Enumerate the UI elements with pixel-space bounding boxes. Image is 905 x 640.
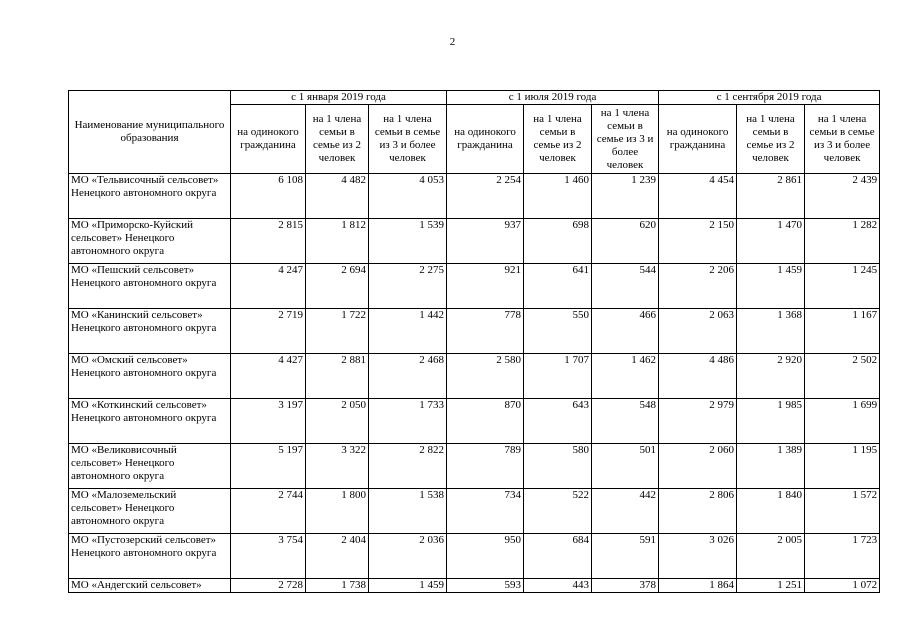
subcolumn-header: на 1 члена семьи в семье из 2 человек: [737, 105, 805, 174]
value-cell: 1 251: [737, 579, 805, 593]
value-cell: 4 053: [369, 174, 447, 219]
value-cell: 1 460: [524, 174, 592, 219]
value-cell: 2 060: [659, 444, 737, 489]
value-cell: 580: [524, 444, 592, 489]
value-cell: 1 167: [805, 309, 880, 354]
value-cell: 4 482: [306, 174, 369, 219]
municipality-name: МО «Коткинский сельсовет» Ненецкого автономного округа: [69, 399, 231, 444]
value-cell: 522: [524, 489, 592, 534]
subcolumn-header: на одинокого гражданина: [231, 105, 306, 174]
value-cell: 1 812: [306, 219, 369, 264]
value-cell: 2 439: [805, 174, 880, 219]
value-cell: 734: [447, 489, 524, 534]
value-cell: 1 239: [592, 174, 659, 219]
value-cell: 4 247: [231, 264, 306, 309]
value-cell: 1 733: [369, 399, 447, 444]
value-cell: 2 979: [659, 399, 737, 444]
municipality-name: МО «Приморско-Куйский сельсовет» Ненецкого автономного округа: [69, 219, 231, 264]
municipality-name: МО «Пешский сельсовет» Ненецкого автономного округа: [69, 264, 231, 309]
subsistence-table: [68, 90, 880, 593]
value-cell: 544: [592, 264, 659, 309]
value-cell: 1 442: [369, 309, 447, 354]
value-cell: 550: [524, 309, 592, 354]
value-cell: 4 454: [659, 174, 737, 219]
value-cell: 591: [592, 534, 659, 579]
subcolumn-header: на 1 члена семьи в семье из 2 человек: [306, 105, 369, 174]
table-row: [69, 354, 880, 399]
value-cell: 3 754: [231, 534, 306, 579]
value-cell: 1 470: [737, 219, 805, 264]
value-cell: 643: [524, 399, 592, 444]
header-name-column: Наименование муниципального образования: [69, 91, 231, 174]
value-cell: 1 985: [737, 399, 805, 444]
value-cell: 2 580: [447, 354, 524, 399]
value-cell: 1 699: [805, 399, 880, 444]
period-header: с 1 января 2019 года: [231, 91, 447, 105]
table-row: [69, 219, 880, 264]
table-row: [69, 489, 880, 534]
value-cell: 1 459: [737, 264, 805, 309]
value-cell: 2 502: [805, 354, 880, 399]
value-cell: 1 539: [369, 219, 447, 264]
municipality-name: МО «Андегский сельсовет»: [69, 579, 231, 593]
value-cell: 2 404: [306, 534, 369, 579]
subcolumn-header: на одинокого гражданина: [659, 105, 737, 174]
value-cell: 789: [447, 444, 524, 489]
municipality-name: МО «Канинский сельсовет» Ненецкого автономного округа: [69, 309, 231, 354]
value-cell: 4 427: [231, 354, 306, 399]
value-cell: 1 282: [805, 219, 880, 264]
value-cell: 548: [592, 399, 659, 444]
value-cell: 1 722: [306, 309, 369, 354]
value-cell: 443: [524, 579, 592, 593]
value-cell: 2 254: [447, 174, 524, 219]
value-cell: 2 468: [369, 354, 447, 399]
municipality-name: МО «Тельвисочный сельсовет» Ненецкого автономного округа: [69, 174, 231, 219]
value-cell: 2 744: [231, 489, 306, 534]
table-row: [69, 264, 880, 309]
value-cell: 2 719: [231, 309, 306, 354]
value-cell: 2 815: [231, 219, 306, 264]
value-cell: 2 806: [659, 489, 737, 534]
municipality-name: МО «Пустозерский сельсовет» Ненецкого автономного округа: [69, 534, 231, 579]
value-cell: 620: [592, 219, 659, 264]
value-cell: 2 150: [659, 219, 737, 264]
value-cell: 1 707: [524, 354, 592, 399]
value-cell: 778: [447, 309, 524, 354]
table-body: [69, 174, 880, 593]
value-cell: 2 861: [737, 174, 805, 219]
value-cell: 3 322: [306, 444, 369, 489]
table-row: [69, 579, 880, 593]
subcolumn-header: на одинокого гражданина: [447, 105, 524, 174]
value-cell: 2 728: [231, 579, 306, 593]
page-number: 2: [449, 36, 456, 48]
subcolumn-header: на 1 члена семьи в семье из 2 человек: [524, 105, 592, 174]
value-cell: 1 738: [306, 579, 369, 593]
value-cell: 1 572: [805, 489, 880, 534]
value-cell: 684: [524, 534, 592, 579]
value-cell: 2 694: [306, 264, 369, 309]
value-cell: 1 800: [306, 489, 369, 534]
value-cell: 641: [524, 264, 592, 309]
value-cell: 870: [447, 399, 524, 444]
value-cell: 2 881: [306, 354, 369, 399]
value-cell: 921: [447, 264, 524, 309]
value-cell: 4 486: [659, 354, 737, 399]
value-cell: 378: [592, 579, 659, 593]
value-cell: 442: [592, 489, 659, 534]
value-cell: 2 920: [737, 354, 805, 399]
value-cell: 2 275: [369, 264, 447, 309]
period-header: с 1 сентября 2019 года: [659, 91, 880, 105]
value-cell: 3 197: [231, 399, 306, 444]
value-cell: 3 026: [659, 534, 737, 579]
table-row: [69, 174, 880, 219]
value-cell: 2 206: [659, 264, 737, 309]
value-cell: 1 072: [805, 579, 880, 593]
subcolumn-header: на 1 члена семьи в семье из 3 и более человек: [369, 105, 447, 174]
municipality-name: МО «Великовисочный сельсовет» Ненецкого автономного округа: [69, 444, 231, 489]
value-cell: 1 840: [737, 489, 805, 534]
value-cell: 937: [447, 219, 524, 264]
municipality-name: МО «Омский сельсовет» Ненецкого автономного округа: [69, 354, 231, 399]
municipality-name: МО «Малоземельский сельсовет» Ненецкого автономного округа: [69, 489, 231, 534]
value-cell: 593: [447, 579, 524, 593]
value-cell: 698: [524, 219, 592, 264]
period-header: с 1 июля 2019 года: [447, 91, 659, 105]
value-cell: 1 864: [659, 579, 737, 593]
value-cell: 2 005: [737, 534, 805, 579]
value-cell: 501: [592, 444, 659, 489]
value-cell: 1 195: [805, 444, 880, 489]
value-cell: 1 723: [805, 534, 880, 579]
value-cell: 1 462: [592, 354, 659, 399]
value-cell: 2 822: [369, 444, 447, 489]
value-cell: 5 197: [231, 444, 306, 489]
value-cell: 950: [447, 534, 524, 579]
value-cell: 466: [592, 309, 659, 354]
value-cell: 1 459: [369, 579, 447, 593]
value-cell: 6 108: [231, 174, 306, 219]
table-row: [69, 534, 880, 579]
value-cell: 2 050: [306, 399, 369, 444]
value-cell: 2 063: [659, 309, 737, 354]
subcolumn-header: на 1 члена семьи в семье из 3 и более человек: [592, 105, 659, 174]
value-cell: 2 036: [369, 534, 447, 579]
value-cell: 1 538: [369, 489, 447, 534]
value-cell: 1 368: [737, 309, 805, 354]
table-row: [69, 399, 880, 444]
value-cell: 1 245: [805, 264, 880, 309]
value-cell: 1 389: [737, 444, 805, 489]
table-row: [69, 444, 880, 489]
table-row: [69, 309, 880, 354]
subcolumn-header: на 1 члена семьи в семье из 3 и более человек: [805, 105, 880, 174]
